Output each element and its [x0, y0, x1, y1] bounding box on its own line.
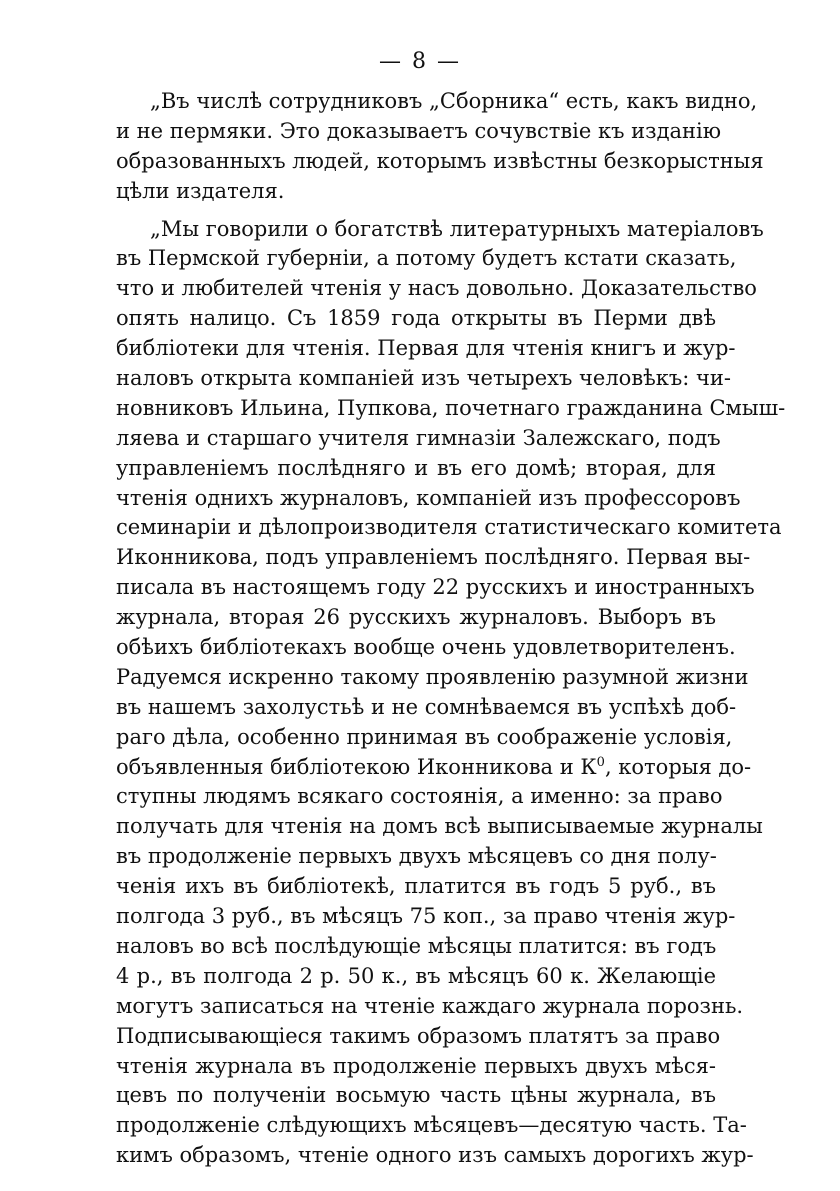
text-line: цевъ по полученіи восьмую часть цѣны журнала, въ — [116, 1083, 716, 1108]
text-line: полгода 3 руб., въ мѣсяцъ 75 коп., за право чтенія жур- — [116, 904, 736, 929]
text-line: семинаріи и дѣлопроизводителя статистическаго комитета — [116, 515, 782, 540]
paragraph-2 — [116, 215, 786, 1172]
text-line — [116, 753, 752, 783]
text-line: Иконникова, подъ управленіемъ послѣдняго. Первая вы- — [116, 545, 751, 570]
text-line: могутъ записаться на чтеніе каждаго журнала порознь. — [116, 993, 744, 1018]
text-line: и не пермяки. Это доказываетъ сочувствіе къ изданію — [116, 118, 722, 143]
text-line: что и любителей чтенія у насъ довольно. Доказательство — [116, 276, 757, 301]
text-line: ступны людямъ всякаго состоянія, а именно: за право — [116, 784, 723, 809]
text-line: въ Пермской губерніи, а потому будетъ кстати сказать, — [116, 246, 737, 271]
text-line: наловъ открыта компаніей изъ четырехъ человѣкъ: чи- — [116, 366, 732, 391]
paragraph-1 — [116, 87, 764, 207]
text-fragment: , которыя до- — [604, 754, 752, 779]
text-line: „Въ числѣ сотрудниковъ „Сборника“ есть, какъ видно, — [150, 89, 758, 113]
text-line: въ продолженіе первыхъ двухъ мѣсяцевъ со дня полу- — [116, 844, 717, 869]
body-text — [116, 87, 786, 1179]
text-line: кимъ образомъ, чтеніе одного изъ самыхъ дорогихъ жур- — [116, 1143, 754, 1168]
text-line: чтенія журнала въ продолженіе первыхъ двухъ мѣся- — [116, 1053, 716, 1078]
text-line: ченія ихъ въ библіотекѣ, платится въ годъ 5 руб., въ — [116, 874, 716, 899]
text-line: раго дѣла, особенно принимая въ соображеніе условія, — [116, 724, 733, 749]
text-line: въ нашемъ захолустьѣ и не сомнѣваемся въ успѣхѣ доб- — [116, 694, 737, 719]
text-line: опять налицо. Съ 1859 года открыты въ Перми двѣ — [116, 306, 716, 331]
text-line: наловъ во всѣ послѣдующіе мѣсяцы платится: въ годъ — [116, 933, 717, 958]
text-line: писала въ настоящемъ году 22 русскихъ и иностранныхъ — [116, 575, 755, 600]
text-line: чтенія однихъ журналовъ, компаніей изъ профессоровъ — [116, 485, 741, 510]
text-line: библіотеки для чтенія. Первая для чтенія книгъ и жур- — [116, 336, 736, 361]
text-line: управленіемъ послѣдняго и въ его домѣ; вторая, для — [116, 455, 716, 480]
page-number: — 8 — — [379, 49, 461, 74]
text-line: обѣихъ библіотекахъ вообще очень удовлетворителенъ. — [116, 635, 736, 660]
text-line: продолженіе слѣдующихъ мѣсяцевъ—десятую часть. Та- — [116, 1113, 747, 1138]
text-line: 4 р., въ полгода 2 р. 50 к., въ мѣсяцъ 60 к. Желающіе — [116, 963, 716, 988]
text-line: „Мы говорили о богатствѣ литературныхъ матеріаловъ — [150, 216, 764, 241]
text-line: ляева и старшаго учителя гимназіи Залежскаго, подъ — [116, 425, 721, 450]
text-fragment: объявленныя библіотекою Иконникова и К — [116, 754, 597, 779]
text-line: получать для чтенія на домъ всѣ выписываемые журналы — [116, 814, 763, 839]
text-line: образованныхъ людей, которымъ извѣстны безкорыстныя — [116, 148, 764, 173]
text-line: Радуемся искренно такому проявленію разумной жизни — [116, 664, 749, 689]
text-line: журнала, вторая 26 русскихъ журналовъ. Выборъ въ — [116, 605, 716, 630]
text-line: Подписывающіеся такимъ образомъ платятъ за право — [116, 1023, 721, 1048]
text-line: новниковъ Ильина, Пупкова, почетнаго гражданина Смыш- — [116, 395, 786, 420]
text-line: цѣли издателя. — [116, 178, 285, 203]
superscript-zero: 0 — [596, 754, 605, 770]
